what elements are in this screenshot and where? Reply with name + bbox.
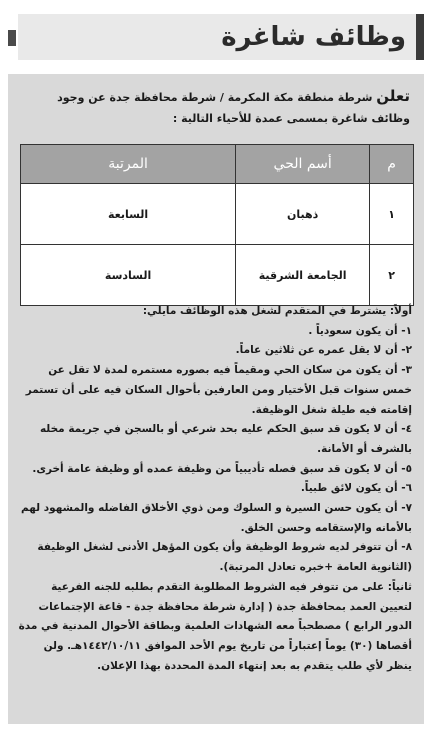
page-title: وظائف شاغرة [221,22,406,52]
announcement [8,8,424,724]
condition-item: ٧- أن يكون حسن السيرة و السلوك ومن ذوي الأخلاق الفاضله والمشهود لهم بالأمانه والإستقامه وحسن الخلق. [21,502,412,534]
intro-lead: تعلن [376,87,410,105]
conditions-heading: أولاً: يشترط في المتقدم لشغل هذه الوظائف مايلي: [142,305,412,317]
header [8,8,424,66]
row-district: الجامعة الشرقية [236,245,370,306]
table-row [21,245,414,306]
condition-item: ١- أن يكون سعودياً . [308,324,412,337]
condition-item: ٨- أن تتوفر لديه شروط الوظيفة وأن يكون المؤهل الأدنى لشغل الوظيفة (الثانوية العامة +خبره تعادل المرتبة). [37,541,412,574]
condition-item: ٥- أن لا يكون قد سبق فصله تأديبياً من وظيفة عمده أو وظيفة عامة أخرى. [32,462,412,475]
condition-item: ٢- أن لا يقل عمره عن ثلاثين عاماً. [235,344,412,357]
table-row [21,184,414,245]
row-rank: السادسة [21,245,236,306]
intro-paragraph [18,86,410,129]
condition-item: ٤- أن لا يكون قد سبق الحكم عليه بحد شرعي أو بالسجن في جريمة مخله بالشرف أو الأمانة. [39,423,412,455]
row-number: ١ [370,184,414,245]
row-district: ذهبان [236,184,370,245]
application-instructions: ثانياً: على من تتوفر فيه الشروط المطلوبة التقدم بطلبه للجنه الفرعية لتعيين العمد بمحافظة جدة ( إدارة شرطة محافظة جدة - قاعة الإجتماعات الدور الرابع ) مصطحباً معه الشهادات العلمية وبطاقة الأحوال المدنية في مدة أقصاها (٣٠) يوماً إعتباراً من تاريخ يوم الأحد الموافق ١٤٤٢/١٠/١١هـ. ولن ينظر لأي طلب يتقدم به بعد إنتهاء المدة المحددة بهذا الإعلان. [18,580,412,672]
header-number: م [370,145,414,184]
header-left-marker [8,30,16,46]
row-rank: السابعة [21,184,236,245]
header-district: أسم الحي [236,145,370,184]
vacancies-table [20,144,414,306]
intro-text: شرطة منطقة مكة المكرمة / شرطة محافظة جدة عن وجود وظائف شاغرة بمسمى عمدة للأحياء التالية : [57,91,410,125]
content-panel [8,74,424,724]
conditions-text [18,302,412,676]
header-rank: المرتبة [21,145,236,184]
condition-item: ٣- أن يكون من سكان الحي ومقيماً فيه بصوره مستمره لمدة لا تقل عن خمس سنوات قبل الأختيار ومن العارفين بأحوال السكان فيه على أن تستمر إقامته فيه طيلة شغل الوظيفة. [25,364,412,416]
table-header-row [21,145,414,184]
condition-item: ٦- أن يكون لائق طبياً. [300,482,412,495]
title-accent-bar [416,14,424,60]
row-number: ٢ [370,245,414,306]
